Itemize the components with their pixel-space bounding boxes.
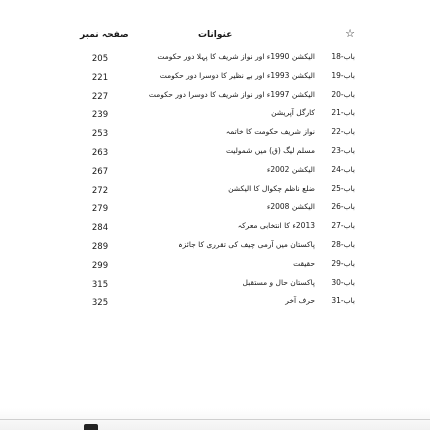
toc-page-number: 284 [91,223,109,234]
toc-title: کارگل آپریشن [271,108,315,118]
toc-chapter: باب-19 [331,70,355,80]
page-edge-line [0,419,430,420]
titles-heading: عنوانات [198,30,233,40]
toc-row [80,219,355,238]
toc-chapter: باب-29 [331,258,355,268]
toc-page-number: 253 [91,129,109,140]
toc-row [80,200,355,219]
toc-chapter: باب-26 [331,202,355,212]
toc-chapter: باب-27 [331,221,355,231]
toc-page-number: 263 [91,147,109,158]
toc-chapter: باب-20 [331,89,355,99]
toc-chapter: باب-18 [331,52,355,61]
toc-page-number: 315 [91,279,109,290]
toc-row [80,257,355,276]
toc-row [80,69,355,88]
toc-chapter: باب-30 [331,277,355,287]
toc-title: الیکشن 2008ء [266,202,315,212]
toc-chapter: باب-23 [331,145,355,155]
toc-page-number: 205 [91,54,109,64]
toc-title: حقیقت [293,258,315,268]
toc-row [80,163,355,182]
toc-row [80,294,355,313]
toc-row [80,238,355,257]
toc-page-number: 325 [91,298,109,309]
toc-title: الیکشن 1990ء اور نواز شریف کا پہلا دور حکومت [157,52,315,61]
toc-chapter: باب-25 [331,183,355,193]
table-of-contents [80,50,355,313]
toc-title: نواز شریف حکومت کا خاتمہ [225,127,315,137]
toc-chapter: باب-21 [331,108,355,118]
toc-title: الیکشن 2002ء [266,164,315,174]
star-icon: ☆ [345,27,355,40]
toc-title: 2013ء کا انتخابی معرکہ [237,221,315,231]
toc-row [80,276,355,295]
toc-row [80,125,355,144]
toc-chapter: باب-28 [331,239,355,249]
toc-chapter: باب-22 [331,127,355,137]
toc-page-number: 299 [91,260,109,271]
toc-page-number: 289 [91,241,109,252]
toc-chapter: باب-24 [331,164,355,174]
toc-page-number: 239 [91,110,109,121]
toc-title: مسلم لیگ (ق) میں شمولیت [225,145,315,155]
toc-title: پاکستان حال و مستقبل [242,277,315,287]
toc-row [80,50,355,69]
binding-mark [84,424,98,430]
toc-title: الیکشن 1997ء اور نواز شریف کا دوسرا دور حکومت [148,89,315,99]
toc-title: الیکشن 1993ء اور بے نظیر کا دوسرا دور حکومت [159,70,315,80]
toc-header [80,28,355,48]
toc-title: ضلع ناظم چکوال کا الیکشن [228,183,315,193]
toc-row [80,106,355,125]
toc-row [80,88,355,107]
toc-title: حرف آخر [285,296,315,306]
toc-page-number: 227 [91,91,109,102]
page-number-heading: صفحہ نمبر [80,30,129,40]
toc-page-number: 221 [91,72,109,83]
toc-row [80,144,355,163]
toc-chapter: باب-31 [331,296,355,306]
toc-page-number: 279 [91,204,109,215]
toc-title: پاکستان میں آرمی چیف کی تقرری کا جائزہ [178,239,315,249]
toc-row [80,182,355,201]
toc-page-number: 267 [91,166,109,177]
toc-page-number: 272 [91,185,109,196]
